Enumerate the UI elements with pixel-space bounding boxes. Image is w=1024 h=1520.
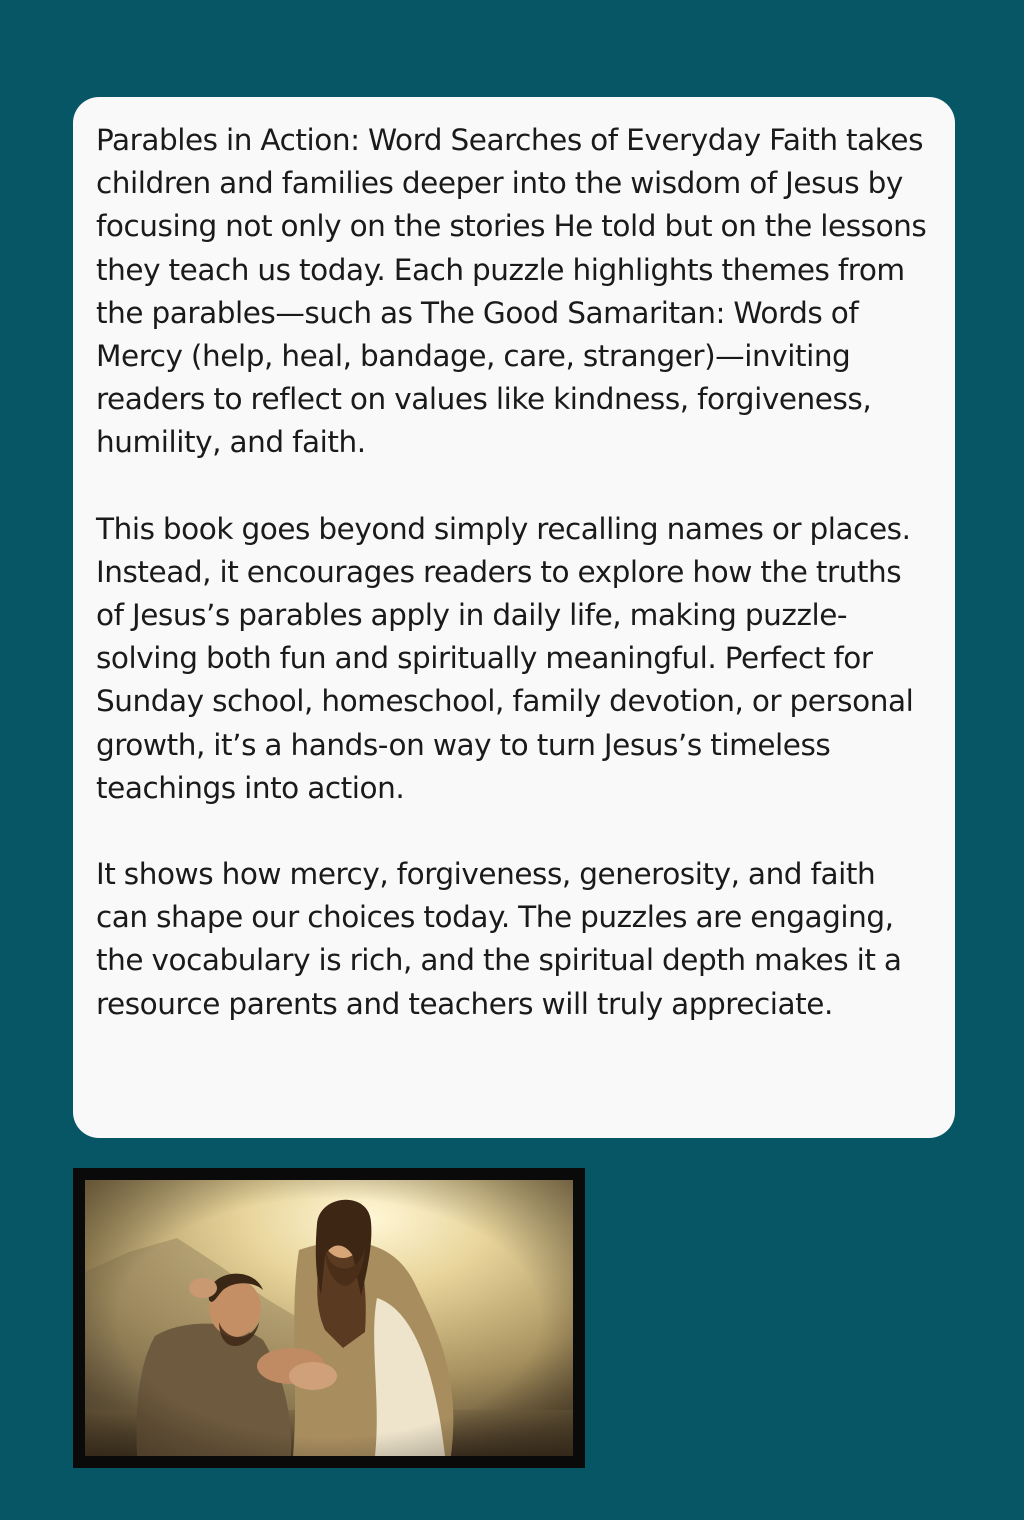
description-paragraph-1: Parables in Action: Word Searches of Everyday Faith takes children and families deeper into the wisdom of Jesus by focusing not only on the stories He told but on the lessons they teach us today. Each puzzle highlights themes from the parables—such as The Good Samaritan: Words of Mercy (help, heal, bandage, care, stranger)—inviting readers to reflect on values like kindness, forgiveness, humility, and faith.	[96, 123, 927, 460]
description-card	[73, 97, 955, 1138]
illustration	[85, 1180, 573, 1456]
description-paragraph-2: This book goes beyond simply recalling names or places. Instead, it encourages readers to explore how the truths of Jesus’s parables apply in daily life, making puzzle-solving both fun and spiritually meaningful. Perfect for Sunday school, homeschool, family devotion, or personal growth, it’s a hands-on way to turn Jesus’s timeless teachings into action.	[96, 511, 914, 805]
illustration-frame	[73, 1168, 585, 1468]
description-paragraph-3: It shows how mercy, forgiveness, generosity, and faith can shape our choices today. The puzzles are engaging, the vocabulary is rich, and the spiritual depth makes it a resource parents and teachers will truly appreciate.	[96, 857, 902, 1021]
